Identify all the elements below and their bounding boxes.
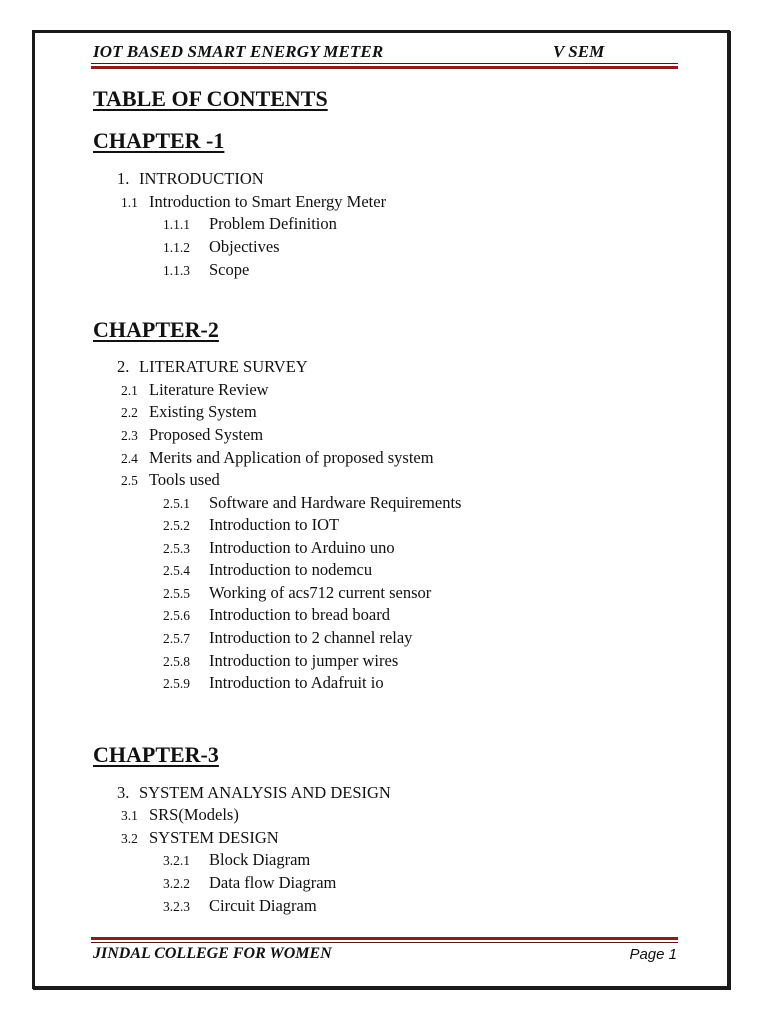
toc-entry (121, 425, 263, 446)
toc-entry-number: 3.2.1 (163, 853, 190, 868)
toc-entry-text: Introduction to Arduino uno (209, 538, 395, 557)
toc-entry-number: 2.1 (121, 383, 138, 398)
toc-entry-number: 2.5.6 (163, 608, 190, 623)
toc-entry (121, 192, 386, 213)
toc-entry-text: Introduction to bread board (209, 605, 390, 624)
toc-entry-text: Proposed System (149, 425, 264, 444)
toc-entry-text: SRS(Models) (149, 805, 239, 824)
toc-entry-text: Introduction to Smart Energy Meter (149, 192, 387, 211)
toc-entry (163, 896, 317, 917)
chapter-heading: CHAPTER -1 (93, 128, 225, 153)
toc-entry-number: 2.4 (121, 451, 138, 466)
toc-entry (163, 538, 395, 559)
toc-entry (163, 237, 280, 258)
toc-entry-number: 3.2.2 (163, 876, 190, 891)
toc-entry-text: Existing System (149, 402, 257, 421)
header-semester: V SEM (553, 42, 605, 61)
toc-entry-text: Introduction to 2 channel relay (209, 628, 413, 647)
toc-entry-text: Introduction to jumper wires (209, 651, 399, 670)
toc-entry-text: Merits and Application of proposed system (149, 448, 434, 467)
chapter-heading: CHAPTER-3 (93, 742, 219, 767)
toc-entry-number: 2. (117, 357, 130, 376)
toc-heading: TABLE OF CONTENTS (93, 86, 328, 111)
toc-entry-number: 3. (117, 783, 130, 802)
toc-entry-number: 3.1 (121, 808, 138, 823)
toc-entry-number: 2.5 (121, 473, 138, 488)
footer-rule-thin (91, 942, 678, 943)
toc-entry-number: 1. (117, 169, 130, 188)
toc-entry (163, 673, 384, 694)
toc-entry-number: 1.1.3 (163, 263, 190, 278)
toc-entry-number: 2.5.9 (163, 676, 190, 691)
toc-entry (163, 873, 336, 894)
toc-entry (117, 783, 391, 803)
toc-entry (163, 214, 337, 235)
toc-entry (121, 828, 279, 849)
toc-entry-number: 3.2 (121, 831, 138, 846)
toc-entry (163, 583, 431, 604)
toc-entry (163, 651, 398, 672)
toc-entry (163, 605, 390, 626)
toc-entry (121, 380, 269, 401)
toc-entry-number: 2.5.3 (163, 541, 190, 556)
toc-entry (121, 402, 257, 423)
toc-entry (121, 470, 220, 491)
toc-entry (163, 260, 249, 281)
footer-rule-thick (91, 937, 678, 940)
toc-entry-number: 2.5.2 (163, 518, 190, 533)
toc-entry-number: 2.5.7 (163, 631, 190, 646)
toc-entry-number: 2.3 (121, 428, 138, 443)
toc-entry-text: Data flow Diagram (209, 873, 337, 892)
toc-entry-text: Introduction to nodemcu (209, 560, 373, 579)
toc-entry-text: SYSTEM DESIGN (149, 828, 279, 847)
toc-entry-text: Circuit Diagram (209, 896, 317, 915)
toc-entry-text: Literature Review (149, 380, 269, 399)
toc-entry (117, 357, 308, 377)
toc-entry-number: 1.1.1 (163, 217, 190, 232)
footer-college-name: JINDAL COLLEGE FOR WOMEN (93, 945, 332, 962)
toc-entry-text: Objectives (209, 237, 280, 256)
toc-entry-text: SYSTEM ANALYSIS AND DESIGN (139, 783, 391, 802)
toc-entry-text: Working of acs712 current sensor (209, 583, 432, 602)
toc-entry-number: 2.5.8 (163, 654, 190, 669)
toc-entry-number: 2.5.4 (163, 563, 190, 578)
toc-entry-text: Problem Definition (209, 214, 337, 233)
toc-entry (163, 560, 372, 581)
header-title: IOT BASED SMART ENERGY METER (93, 42, 384, 61)
toc-entry-text: INTRODUCTION (139, 169, 264, 188)
toc-entry-text: Software and Hardware Requirements (209, 493, 462, 512)
toc-entry (117, 169, 264, 189)
toc-entry-number: 2.5.1 (163, 496, 190, 511)
toc-entry-number: 1.1 (121, 195, 138, 210)
header-rule-thick (91, 66, 678, 69)
chapter-heading: CHAPTER-2 (93, 317, 219, 342)
toc-entry-number: 3.2.3 (163, 899, 190, 914)
toc-entry-text: Scope (209, 260, 250, 279)
toc-entry-text: Tools used (149, 470, 220, 489)
toc-entry-number: 2.5.5 (163, 586, 190, 601)
toc-entry-text: Block Diagram (209, 850, 311, 869)
toc-entry (163, 515, 339, 536)
toc-entry (121, 448, 434, 469)
toc-entry (163, 493, 461, 514)
toc-entry-number: 2.2 (121, 405, 138, 420)
toc-entry (121, 805, 239, 826)
page-number: Page 1 (629, 946, 677, 963)
toc-entry-number: 1.1.2 (163, 240, 190, 255)
header-rule-thin (91, 63, 678, 64)
toc-entry-text: Introduction to Adafruit io (209, 673, 384, 692)
toc-entry-text: LITERATURE SURVEY (139, 357, 308, 376)
toc-entry (163, 628, 412, 649)
toc-entry-text: Introduction to IOT (209, 515, 340, 534)
toc-entry (163, 850, 310, 871)
